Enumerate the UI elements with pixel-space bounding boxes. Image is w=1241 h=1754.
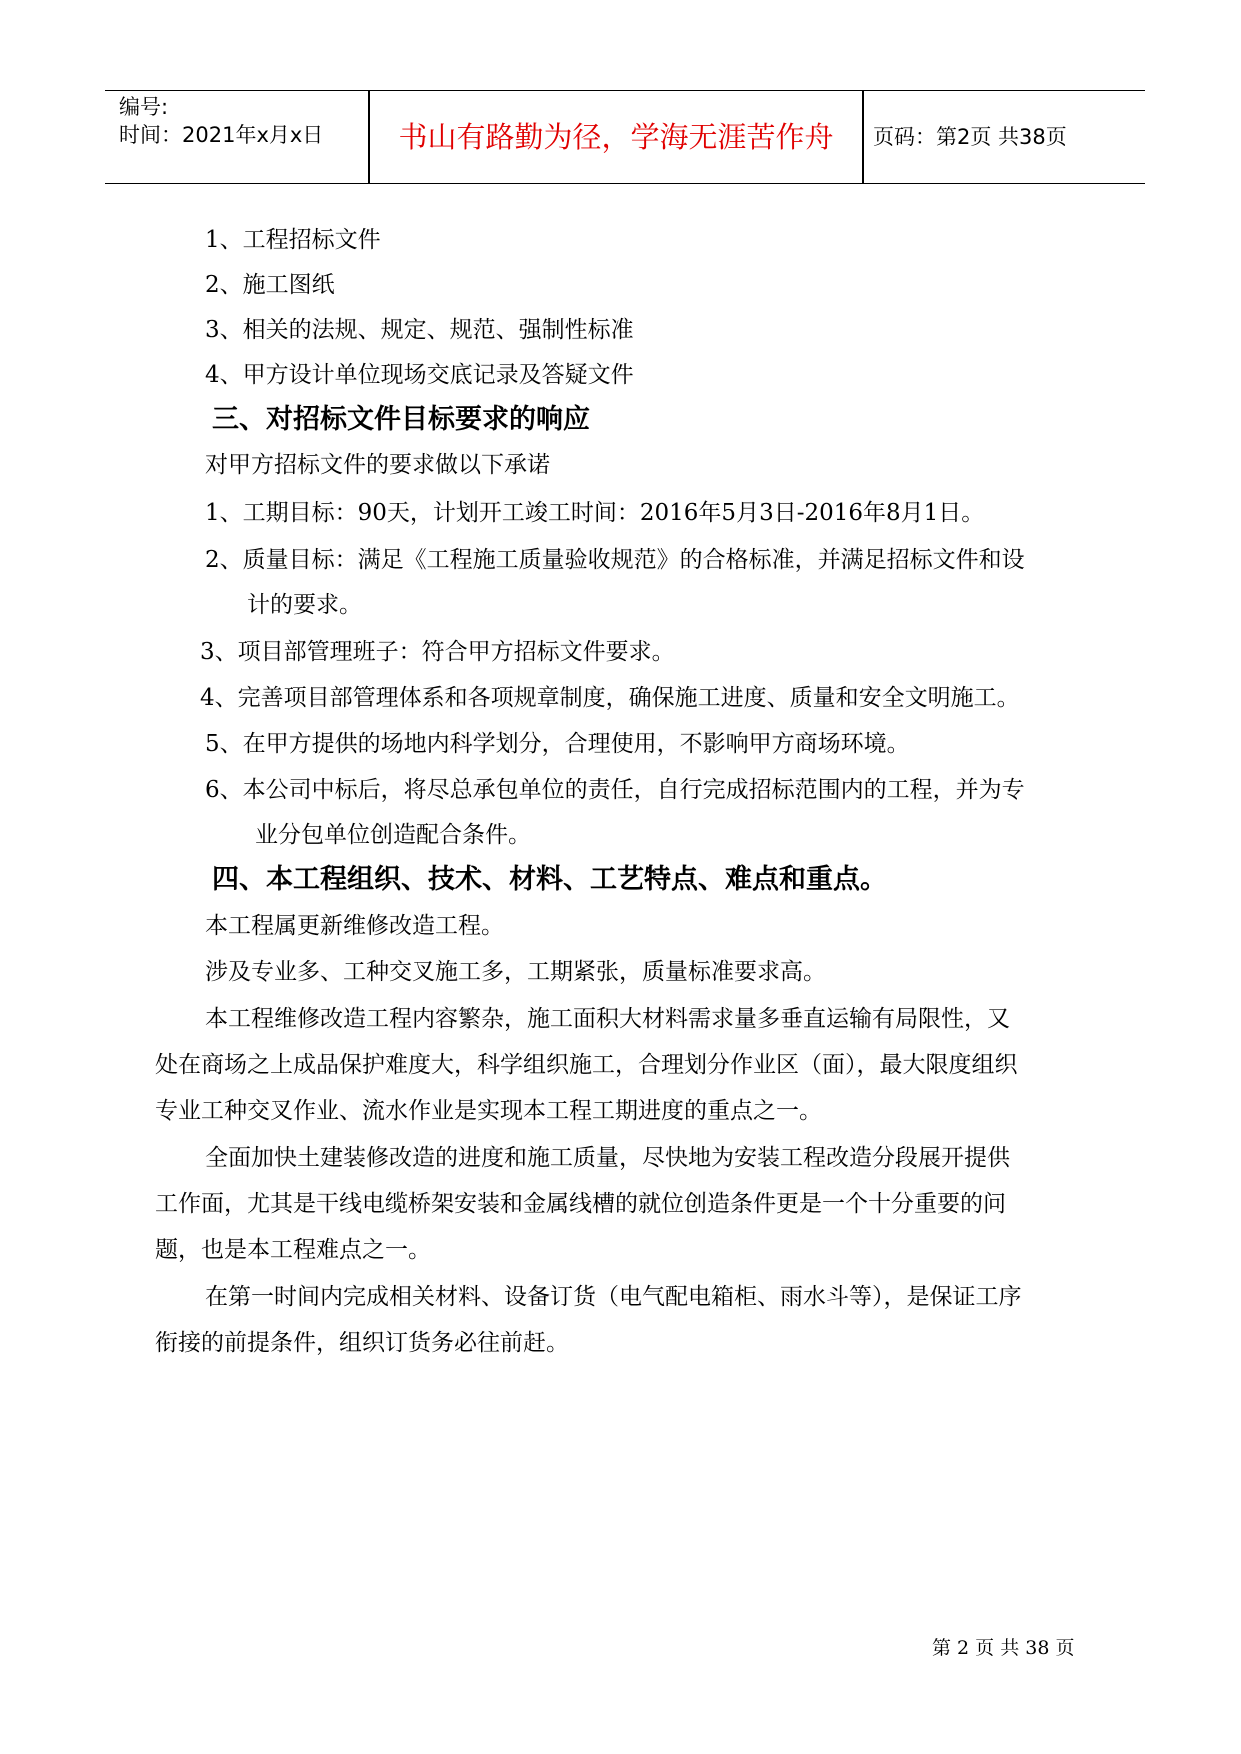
paragraph: 工作面，尤其是干线电缆桥架安装和金属线槽的就位创造条件更是一个十分重要的问 xyxy=(155,1191,1006,1217)
basis-item: 3、相关的法规、规定、规范、强制性标准 xyxy=(205,317,634,343)
page-header xyxy=(105,90,1145,184)
commitment-item-continuation: 业分包单位创造配合条件。 xyxy=(255,822,531,848)
paragraph: 题，也是本工程难点之一。 xyxy=(155,1237,431,1263)
header-motto: 书山有路勤为径，学海无涯苦作舟 xyxy=(398,120,834,154)
commitment-item: 4、完善项目部管理体系和各项规章制度，确保施工进度、质量和安全文明施工。 xyxy=(200,685,1020,711)
header-meta xyxy=(119,93,369,149)
paragraph: 对甲方招标文件的要求做以下承诺 xyxy=(205,452,550,478)
commitment-item: 5、在甲方提供的场地内科学划分，合理使用，不影响甲方商场环境。 xyxy=(205,731,910,757)
commitment-item: 1、工期目标：90天，计划开工竣工时间：2016年5月3日-2016年8月1日。 xyxy=(205,500,985,526)
paragraph: 处在商场之上成品保护难度大，科学组织施工，合理划分作业区（面），最大限度组织 xyxy=(155,1052,1018,1078)
paragraph: 全面加快土建装修改造的进度和施工质量，尽快地为安装工程改造分段展开提供 xyxy=(205,1145,1010,1171)
commitment-item: 6、本公司中标后，将尽总承包单位的责任，自行完成招标范围内的工程，并为专 xyxy=(205,777,1025,803)
header-divider xyxy=(862,91,864,183)
paragraph: 专业工种交叉作业、流水作业是实现本工程工期进度的重点之一。 xyxy=(155,1098,822,1124)
commitment-item-continuation: 计的要求。 xyxy=(247,592,362,618)
paragraph: 本工程属更新维修改造工程。 xyxy=(205,913,504,939)
paragraph: 涉及专业多、工种交叉施工多，工期紧张，质量标准要求高。 xyxy=(205,959,826,985)
document-time-label: 时间：2021年x月x日 xyxy=(119,123,324,147)
basis-item: 1、工程招标文件 xyxy=(205,227,381,253)
commitment-item: 2、质量目标：满足《工程施工质量验收规范》的合格标准，并满足招标文件和设 xyxy=(205,547,1025,573)
basis-item: 2、施工图纸 xyxy=(205,272,335,298)
basis-item: 4、甲方设计单位现场交底记录及答疑文件 xyxy=(205,362,634,388)
paragraph: 在第一时间内完成相关材料、设备订货（电气配电箱柜、雨水斗等），是保证工序 xyxy=(205,1284,1022,1310)
section-heading: 四、本工程组织、技术、材料、工艺特点、难点和重点。 xyxy=(212,864,887,895)
page-footer: 第 2 页 共 38 页 xyxy=(932,1637,1075,1659)
header-page-number: 页码：第2页 共38页 xyxy=(873,125,1067,149)
section-heading: 三、对招标文件目标要求的响应 xyxy=(212,404,590,435)
paragraph: 衔接的前提条件，组织订货务必往前赶。 xyxy=(155,1330,569,1356)
commitment-item: 3、项目部管理班子：符合甲方招标文件要求。 xyxy=(200,639,675,665)
paragraph: 本工程维修改造工程内容繁杂，施工面积大材料需求量多垂直运输有局限性，又 xyxy=(205,1006,1010,1032)
document-number-label: 编号: xyxy=(119,95,169,119)
